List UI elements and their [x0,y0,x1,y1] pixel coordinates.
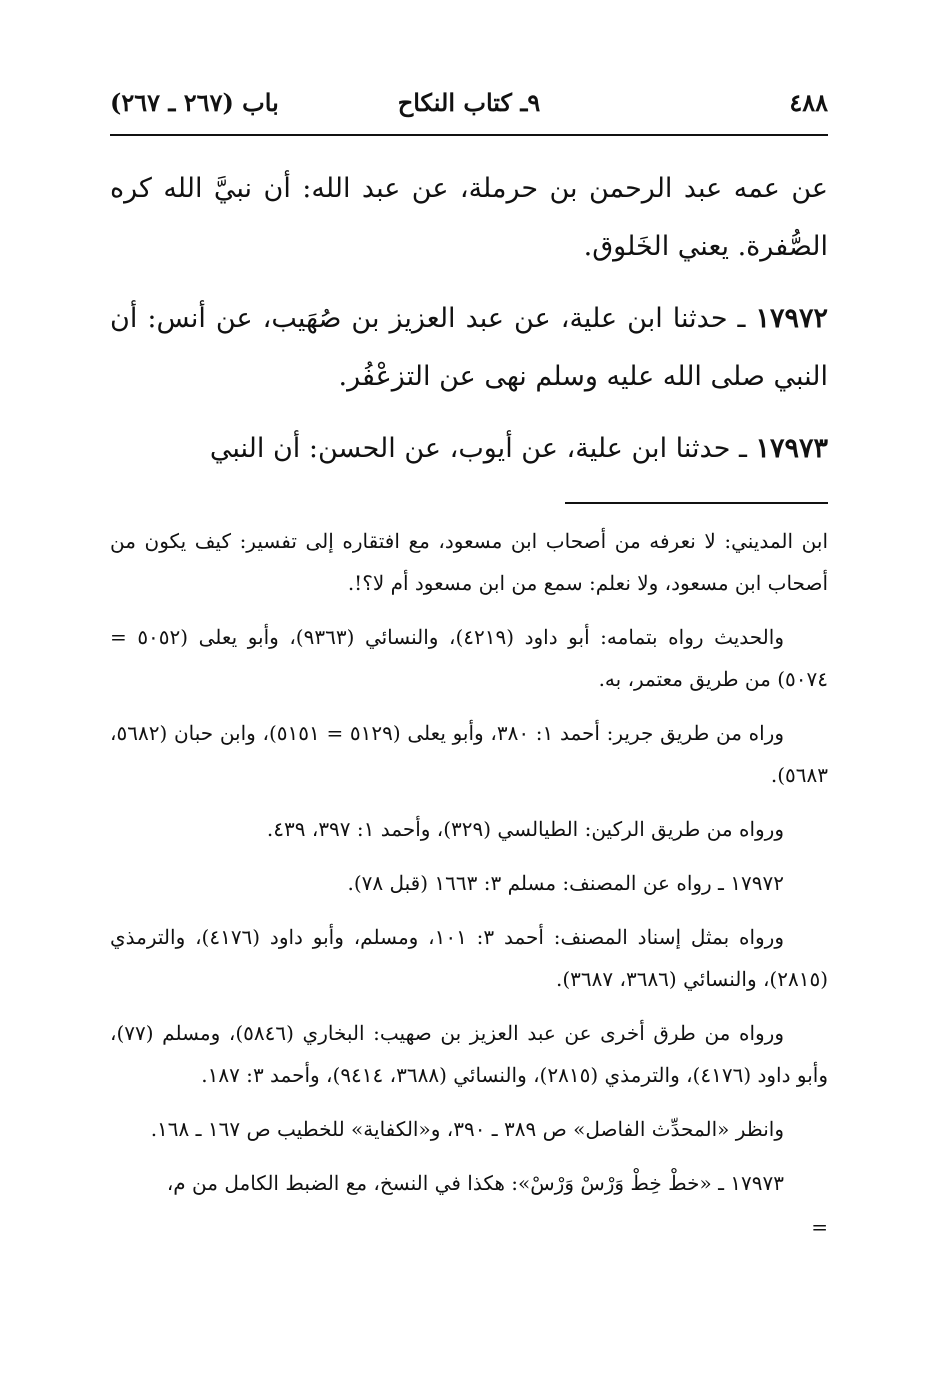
page-number: ٤٨٨ [789,88,828,117]
hadith-text: ـ حدثنا ابن علية، عن عبد العزيز بن صُهَيب، عن أنس: أن النبي صلى الله عليه وسلم نهى عن التزعْفُر. [110,303,828,392]
main-paragraph: عن عمه عبد الرحمن بن حرملة، عن عبد الله: أن نبيَّ الله كره الصُّفرة. يعني الخَلوق. [110,173,828,262]
hadith-number: ١٧٩٧٣ [755,433,828,464]
hadith-number: ١٧٩٧٢ [755,303,828,334]
header-rule [110,134,828,136]
footnote-paragraph: والحديث رواه بتمامه: أبو داود (٤٢١٩)، والنسائي (٩٣٦٣)، وأبو يعلى (٥٠٥٢ = ٥٠٧٤) من طريق معتمر، به. [110,625,828,691]
hadith-text: ـ حدثنا ابن علية، عن أيوب، عن الحسن: أن النبي [209,433,756,464]
footnote-paragraph: ١٧٩٧٣ ـ «خطْ خِطْ وَرْسْ وَرْسْ»: هكذا في النسخ، مع الضبط الكامل من م، [166,1171,784,1195]
main-text [110,160,828,492]
footnote-separator [565,502,828,504]
footnote-paragraph: ورواه بمثل إسناد المصنف: أحمد ٣: ١٠١، ومسلم، وأبو داود (٤١٧٦)، والترمذي (٢٨١٥)، والنسائي (٣٦٨٦، ٣٦٨٧). [110,925,828,991]
footnote-paragraph: ١٧٩٧٢ ـ رواه عن المصنف: مسلم ٣: ١٦٦٣ (قبل ٧٨). [347,871,784,895]
hadith-paragraph [110,290,828,406]
footnote-paragraph: وانظر «المحدِّث الفاصل» ص ٣٨٩ ـ ٣٩٠، و«الكفاية» للخطيب ص ١٦٧ ـ ١٦٨. [150,1117,784,1141]
footnote-paragraph: ابن المديني: لا نعرفه من أصحاب ابن مسعود، مع افتقاره إلى تفسير: كيف يكون من أصحاب ابن مسعود، ولا نعلم: سمع من ابن مسعود أم لا؟!. [110,529,828,595]
footnotes [110,520,828,1238]
footnote-paragraph: وراه من طريق جرير: أحمد ١: ٣٨٠، وأبو يعلى (٥١٢٩ = ٥١٥١)، وابن حبان (٥٦٨٢، ٥٦٨٣). [110,721,828,787]
continuation-mark: = [811,1215,828,1239]
footnote-paragraph: ورواه من طريق الركين: الطيالسي (٣٢٩)، وأحمد ١: ٣٩٧، ٤٣٩. [266,817,784,841]
book-title: ٩ـ كتاب النكاح [397,88,541,117]
footnote-paragraph: ورواه من طرق أخرى عن عبد العزيز بن صهيب: البخاري (٥٨٤٦)، ومسلم (٧٧)، وأبو داود (٤١٧٦)، والترمذي (٢٨١٥)، والنسائي (٣٦٨٨، ٩٤١٤)، وأحمد ٣: ١٨٧. [110,1021,828,1087]
running-header [110,88,828,128]
chapter-title: باب (٢٦٧ ـ ٢٦٧) [110,88,279,117]
hadith-paragraph [110,420,828,478]
